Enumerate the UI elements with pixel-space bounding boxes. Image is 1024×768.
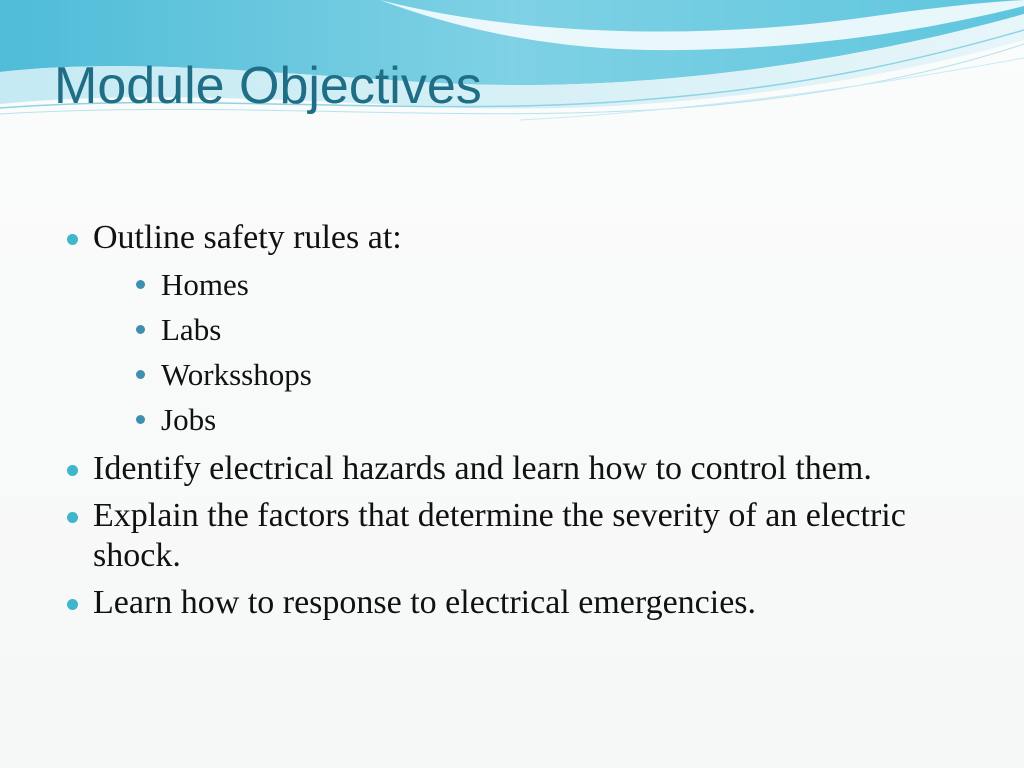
sub-list-item	[93, 397, 966, 442]
bullet-dot-icon	[67, 465, 78, 476]
list-item	[66, 449, 966, 489]
list-item	[66, 496, 966, 576]
bullet-list	[66, 218, 966, 623]
bullet-text: Explain the factors that determine the severity of an electric shock.	[93, 497, 906, 574]
list-item	[66, 583, 966, 623]
sub-bullet-text: Homes	[161, 267, 249, 302]
sub-bullet-dot-icon	[136, 370, 145, 379]
slide-content	[66, 218, 966, 630]
sub-bullet-dot-icon	[136, 325, 145, 334]
sub-bullet-text: Labs	[161, 312, 222, 347]
sub-bullet-text: Jobs	[161, 402, 217, 437]
slide-title: Module Objectives	[54, 57, 482, 115]
bullet-dot-icon	[67, 512, 78, 523]
sub-bullet-dot-icon	[136, 280, 145, 289]
sub-list-item	[93, 262, 966, 307]
bullet-dot-icon	[67, 234, 78, 245]
list-item	[66, 218, 966, 442]
sub-bullet-text: Worksshops	[161, 357, 312, 392]
sub-list-item	[93, 307, 966, 352]
bullet-dot-icon	[67, 599, 78, 610]
sub-bullet-list	[93, 262, 966, 442]
sub-list-item	[93, 352, 966, 397]
bullet-text: Outline safety rules at:	[93, 219, 402, 256]
bullet-text: Identify electrical hazards and learn how to control them.	[93, 450, 872, 487]
sub-bullet-dot-icon	[136, 415, 145, 424]
bullet-text: Learn how to response to electrical emergencies.	[93, 584, 757, 621]
